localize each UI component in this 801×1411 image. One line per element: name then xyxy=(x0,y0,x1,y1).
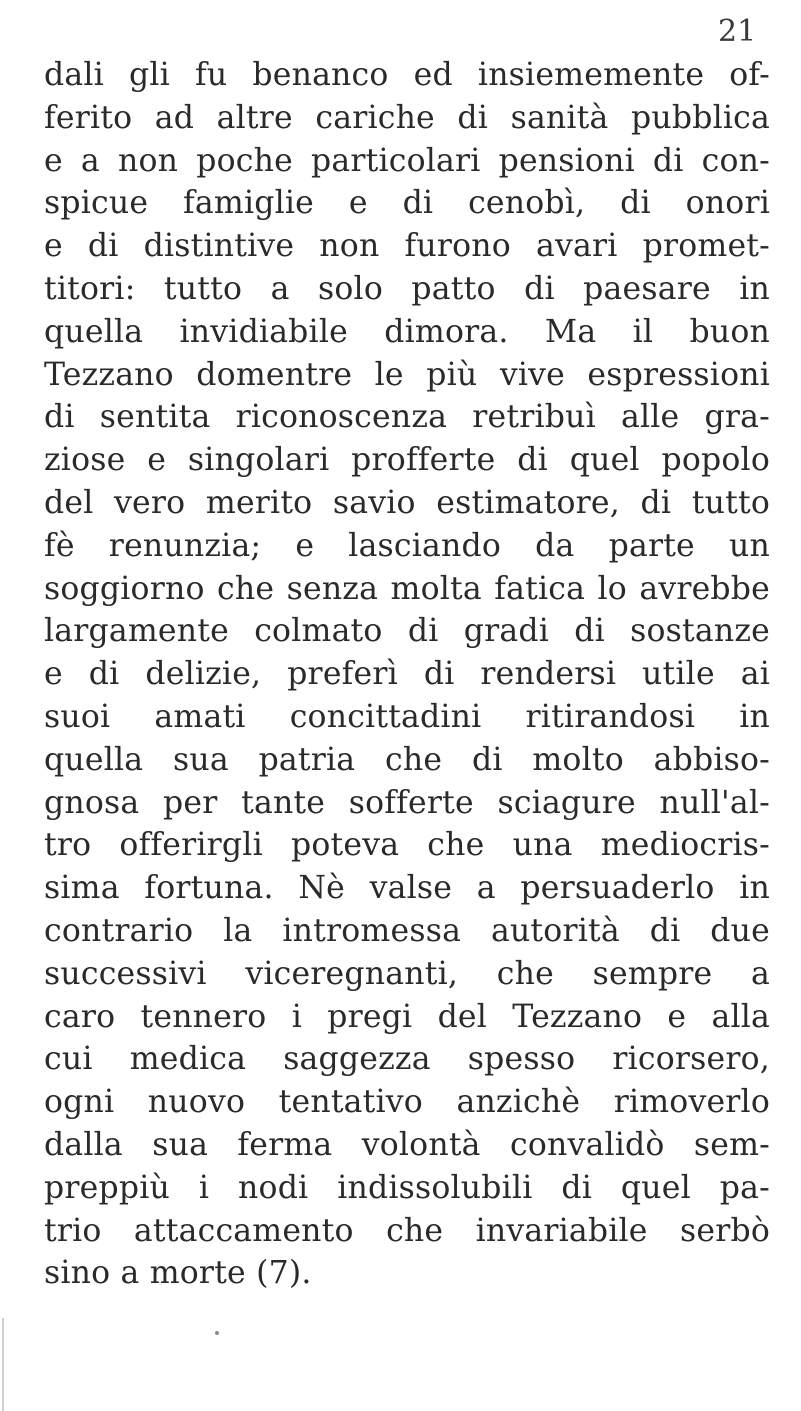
text-line: quella sua patria che di molto abbiso- xyxy=(44,741,770,778)
text-line: largamente colmato di gradi di sostanze xyxy=(44,613,770,650)
text-line: fè renunzia; e lasciando da parte un xyxy=(44,527,770,564)
page-edge-shadow xyxy=(2,1318,4,1411)
text-line: e di distintive non furono avari promet- xyxy=(44,228,770,265)
text-line: trio attaccamento che invariabile serbò xyxy=(44,1212,770,1249)
text-line: ferito ad altre cariche di sanità pubblica xyxy=(44,99,770,136)
ink-speck xyxy=(215,1331,219,1335)
text-line: cui medica saggezza spesso ricorsero, xyxy=(44,1041,770,1078)
text-line: gnosa per tante sofferte sciagure null'al- xyxy=(44,784,770,821)
text-line: di sentita riconoscenza retribuì alle gra- xyxy=(44,399,770,436)
text-line: ogni nuovo tentativo anzichè rimoverlo xyxy=(44,1084,770,1121)
text-line: quella invidiabile dimora. Ma il buon xyxy=(44,313,770,350)
text-line: tro offerirgli poteva che una mediocris- xyxy=(44,827,770,864)
text-line-last: sino a morte (7). xyxy=(44,1255,312,1292)
text-line: caro tennero i pregi del Tezzano e alla xyxy=(44,998,770,1035)
text-line: dalla sua ferma volontà convalidò sem- xyxy=(44,1126,770,1163)
text-line: titori: tutto a solo patto di paesare in xyxy=(44,270,770,307)
text-line: soggiorno che senza molta fatica lo avrebbe xyxy=(44,570,770,607)
text-line: successivi viceregnanti, che sempre a xyxy=(44,955,770,992)
text-line: e a non poche particolari pensioni di con- xyxy=(44,142,770,179)
text-line: contrario la intromessa autorità di due xyxy=(44,912,770,949)
text-line: spicue famiglie e di cenobì, di onori xyxy=(44,185,770,222)
text-line: e di delizie, preferì di rendersi utile ai xyxy=(44,656,770,693)
text-line: suoi amati concittadini ritirandosi in xyxy=(44,698,770,735)
text-line: dali gli fu benanco ed insiememente of- xyxy=(44,57,770,93)
page-number: 21 xyxy=(718,14,757,49)
text-line: ziose e singolari profferte di quel popolo xyxy=(44,442,770,479)
body-text xyxy=(44,54,770,1295)
text-line: preppiù i nodi indissolubili di quel pa- xyxy=(44,1169,770,1206)
text-line: sima fortuna. Nè valse a persuaderlo in xyxy=(44,870,770,907)
text-line: Tezzano domentre le più vive espressioni xyxy=(44,356,770,393)
text-line: del vero merito savio estimatore, di tutto xyxy=(44,484,770,521)
